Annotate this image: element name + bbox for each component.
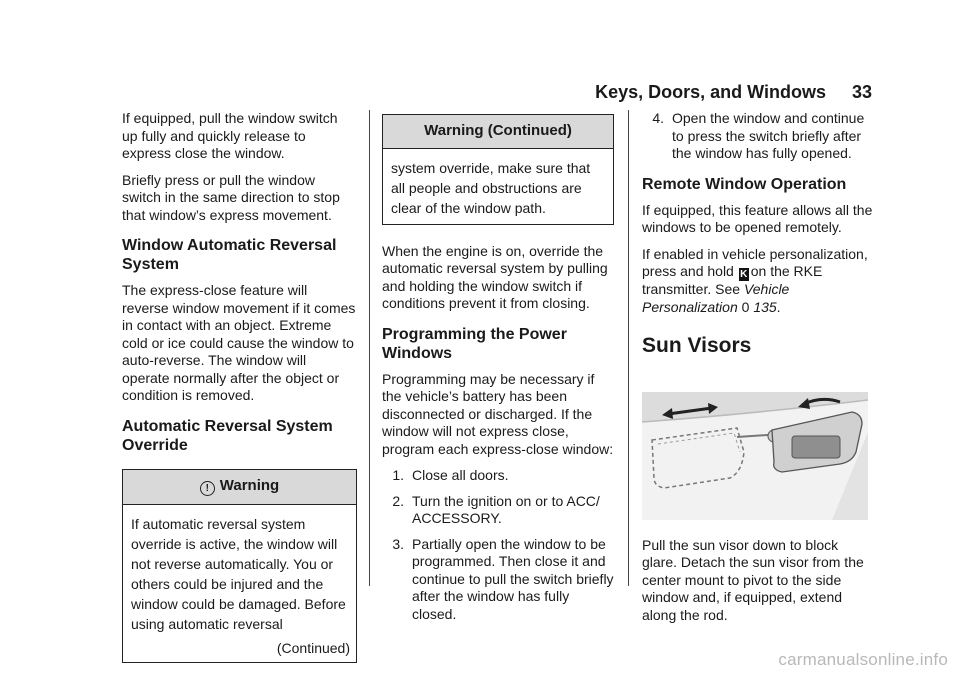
paragraph: Pull the sun visor down to block glare. Detach the sun visor from the center mount to pivot to the side window and, if equipped, extend along the rod. [642, 536, 864, 623]
warning-box [122, 469, 357, 664]
paragraph-remote: If enabled in vehicle personalization, press and hold K on the RKE transmitter. See Vehicle Personalization 0 135. [642, 245, 868, 315]
page-ref-number[interactable]: 135 [753, 298, 777, 315]
column-2 [382, 110, 614, 631]
warning-continued: (Continued) [276, 639, 350, 656]
remote-start-key-icon: K [740, 269, 748, 280]
heading-reversal-override: Automatic Reversal System Override [122, 417, 333, 454]
page-header [595, 82, 872, 103]
page-ref-icon: 0 [741, 298, 750, 315]
list-item [382, 493, 614, 528]
programming-steps-continued [642, 110, 874, 163]
heading-sun-visors: Sun Visors [642, 334, 752, 357]
step-text: Open the window and continue to press the switch briefly after the window has fully opened. [672, 110, 865, 161]
paragraph: Programming may be necessary if the vehicle’s battery has been disconnected or discharged. If the window will not express close, program each express-close window: [382, 370, 614, 457]
warning-icon: ! [200, 481, 215, 496]
section-title: Keys, Doors, and Windows [595, 82, 826, 102]
step-number: 3. [392, 535, 404, 552]
step-text: Turn the ignition on or to ACC/ ACCESSORY. [412, 492, 600, 526]
warning-box-continued [382, 114, 614, 225]
column-divider-2 [628, 110, 629, 586]
watermark: carmanualsonline.info [778, 650, 948, 669]
paragraph: When the engine is on, override the automatic reversal system by pulling and holding the window switch if conditions prevent it from closing. [382, 242, 608, 311]
sun-visor-illustration [642, 392, 868, 520]
list-item [382, 536, 614, 624]
heading-remote-window: Remote Window Operation [642, 175, 847, 193]
warning-continued-header: Warning (Continued) [383, 115, 613, 149]
heading-programming: Programming the Power Windows [382, 325, 567, 362]
column-divider-1 [369, 110, 370, 586]
warning-continued-body: system override, make sure that all people and obstructions are clear of the window path. [391, 159, 591, 216]
warning-header [123, 470, 356, 505]
paragraph: If equipped, this feature allows all the windows to be opened remotely. [642, 201, 873, 235]
warning-body: If automatic reversal system override is active, the window will not reverse automatically. You or others could be injured and the window could be damaged. Before using automatic reversal [131, 515, 346, 632]
text-run: If enabled in vehicle personalization, press and hold [642, 245, 868, 279]
step-number: 4. [652, 110, 664, 126]
step-text: Partially open the window to be programmed. Then close it and continue to pull the switch briefly after the window has fully closed. [412, 535, 614, 622]
list-item [642, 110, 874, 163]
column-1 [122, 110, 357, 673]
paragraph: If equipped, pull the window switch up fully and quickly release to express close the window. [122, 110, 338, 161]
text-run: on the RKE transmitter. See [642, 263, 823, 297]
list-item [382, 467, 614, 485]
step-number: 2. [392, 492, 404, 509]
cross-reference-link[interactable]: Vehicle Personalization [642, 281, 790, 315]
step-number: 1. [392, 467, 404, 483]
paragraph: Briefly press or pull the window switch in the same direction to stop that window’s express movement. [122, 171, 340, 223]
programming-steps [382, 467, 614, 623]
step-text: Close all doors. [412, 467, 509, 483]
heading-window-reversal: Window Automatic Reversal System [122, 237, 337, 273]
warning-title: Warning [219, 476, 280, 494]
page-number: 33 [851, 82, 872, 102]
column-3 [642, 110, 874, 633]
paragraph: The express-close feature will reverse window movement if it comes in contact with an object. Extreme cold or ice could cause the window to auto-reverse. The window will operate normally after the object or condition is removed. [122, 282, 356, 403]
